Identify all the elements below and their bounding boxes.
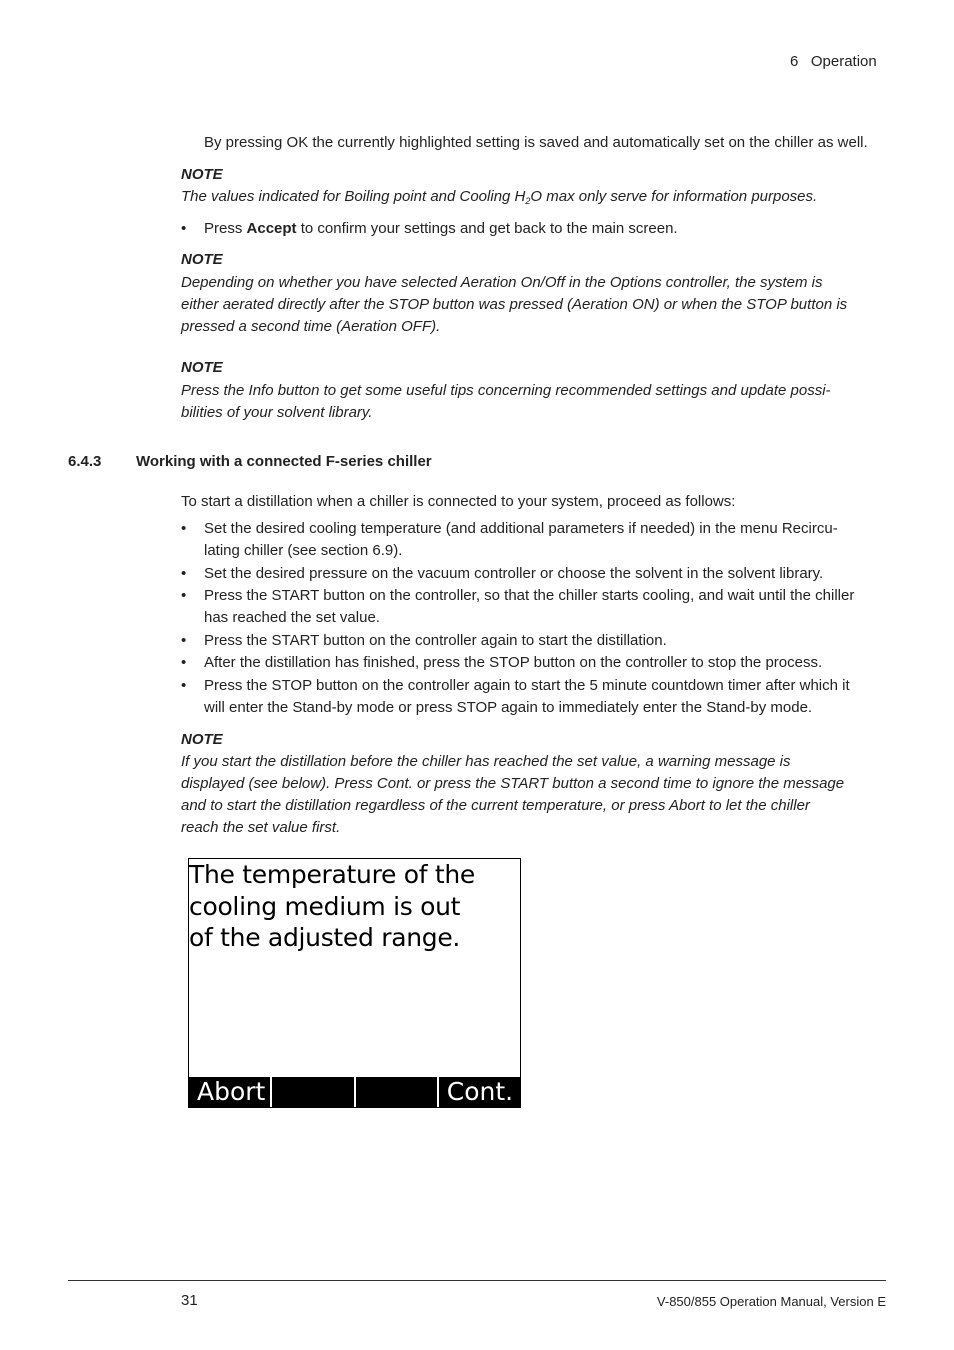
chapter-title: Operation: [810, 53, 877, 70]
cont-softkey[interactable]: Cont.: [446, 1077, 514, 1106]
bullet-icon: •: [181, 520, 187, 537]
bullet-icon: •: [181, 632, 187, 649]
bullet-icon: •: [181, 587, 187, 604]
controller-display: [188, 858, 521, 1108]
softkey-3[interactable]: [356, 1077, 439, 1107]
bullet-icon: •: [181, 565, 187, 582]
footer-divider: [68, 1280, 886, 1281]
accept-label: Accept: [246, 220, 297, 237]
note-heading: NOTE: [181, 251, 223, 268]
note-heading: NOTE: [181, 359, 223, 376]
abort-softkey[interactable]: Abort: [189, 1077, 272, 1107]
bullet-icon: •: [181, 677, 187, 694]
warning-message: The temperature of the cooling medium is out of the adjusted range.: [189, 860, 476, 952]
intro-paragraph: By pressing OK the currently highlighted setting is saved and automatically set on the chiller as well.: [204, 134, 868, 151]
section-intro: To start a distillation when a chiller is connected to your system, proceed as follows:: [181, 493, 736, 510]
chapter-number: 6: [790, 53, 799, 70]
softkey-bar: [189, 1077, 520, 1107]
note-text: Press the Info button to get some useful tips concerning recommended settings and update possi- bilities of your solvent library.: [181, 382, 831, 421]
note-text: Depending on whether you have selected Aeration On/Off in the Options controller, the system is either aerated directly after the STOP button was pressed (Aeration ON) or when the STOP button is pressed a second time (Aeration OFF).: [181, 274, 848, 335]
note-heading: NOTE: [181, 166, 223, 183]
section-number: 6.4.3: [68, 453, 102, 470]
bullet-icon: •: [181, 220, 187, 237]
softkey-2[interactable]: [272, 1077, 355, 1107]
page-number: 31: [181, 1292, 198, 1309]
section-title: Working with a connected F-series chiller: [136, 453, 432, 470]
note-text: The values indicated for Boiling point and Cooling $H_2O$ max only serve for information purposes.: [181, 188, 818, 206]
running-header: [790, 51, 877, 73]
note-text: If you start the distillation before the chiller has reached the set value, a warning message is displayed (see below). Press Cont. or press the START button a second time to ignore the message and to start the distillation regardless of the current temperature, or press Abort to let the chiller reach the set value first.: [181, 753, 845, 836]
section-heading: [68, 451, 432, 473]
manual-title: V-850/855 Operation Manual, Version E: [656, 1294, 886, 1309]
bullet-icon: •: [181, 654, 187, 671]
note-heading: NOTE: [181, 731, 223, 748]
